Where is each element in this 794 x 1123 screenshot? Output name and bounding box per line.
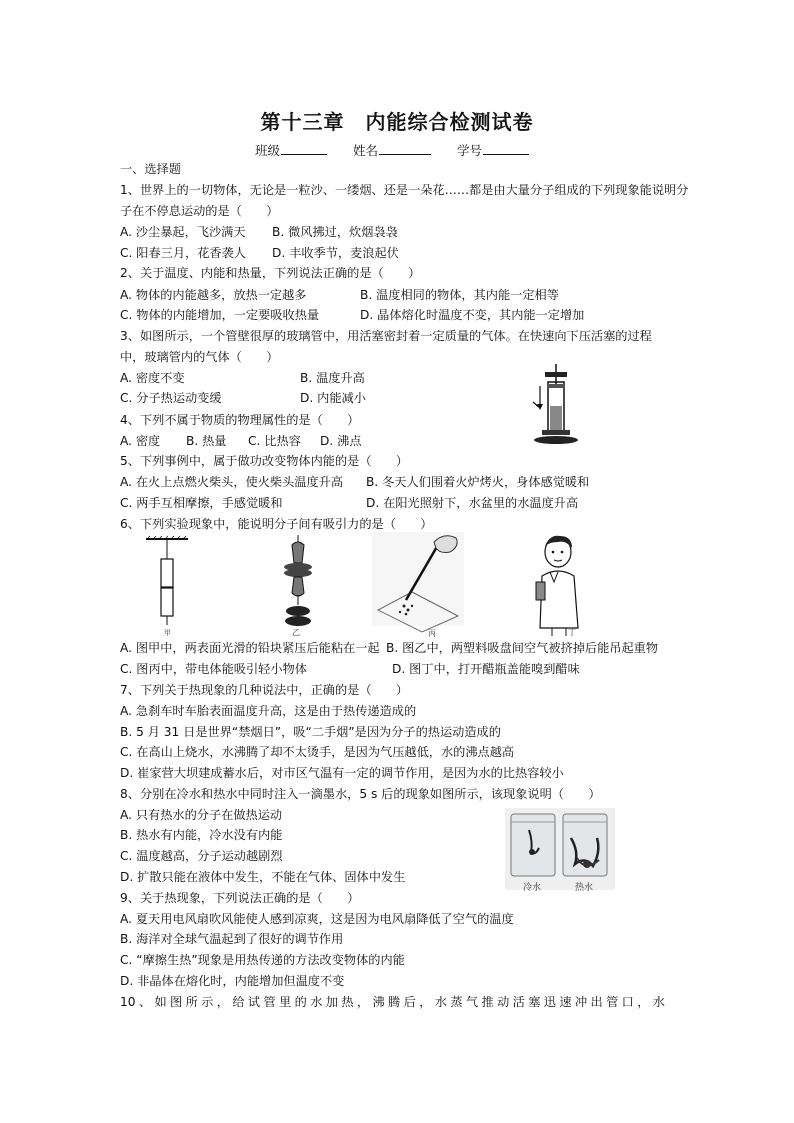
- q4-option-a: A. 密度: [120, 434, 161, 448]
- q6-option-b: B. 图乙中，两塑料吸盘间空气被挤掉后能吊起重物: [386, 641, 659, 655]
- q2-option-a: A. 物体的内能越多，放热一定越多: [120, 288, 307, 302]
- q5-option-b: B. 冬天人们围着火炉烤火，身体感觉暖和: [366, 475, 590, 489]
- q4-stem: 4、下列不属于物质的物理属性的是（ ）: [120, 413, 360, 427]
- q10-stem-line1: 10、如图所示，给试管里的水加热，沸腾后，水蒸气推动活塞迅速冲出管口，水: [120, 995, 665, 1009]
- q3-stem-line2: 中，玻璃管内的气体（ ）: [120, 350, 279, 364]
- beakers-drawing: [505, 808, 615, 880]
- section-heading: 一、选择题: [120, 162, 181, 176]
- figure-label: 乙: [292, 628, 300, 637]
- q9-stem: 9、关于热现象，下列说法正确的是（ ）: [120, 891, 360, 905]
- q4-option-b: B. 热量: [186, 434, 227, 448]
- q6-option-d: D. 图丁中，打开醋瓶盖能嗅到醋味: [392, 662, 580, 676]
- vinegar-smell-figure: [528, 532, 590, 640]
- q2-option-d: D. 晶体熔化时温度不变，其内能一定增加: [360, 308, 585, 322]
- ink-diffusion-figure: [505, 808, 615, 893]
- figure-label: 甲: [164, 629, 171, 637]
- class-label: 班级: [255, 143, 281, 158]
- q2-stem: 2、关于温度、内能和热量，下列说法正确的是（ ）: [120, 266, 421, 280]
- q1-option-a: A. 沙尘暴起，飞沙满天: [120, 225, 246, 239]
- q3-option-d: D. 内能减小: [300, 391, 366, 405]
- q7-option-d: D. 崔家营大坝建成蓄水后，对市区气温有一定的调节作用，是因为水的比热容较小: [120, 766, 564, 780]
- lead-blocks-figure: [142, 535, 192, 637]
- q2-option-b: B. 温度相同的物体，其内能一定相等: [360, 288, 559, 302]
- q9-option-b: B. 海洋对全球气温起到了很好的调节作用: [120, 932, 344, 946]
- q4-option-c: C. 比热容: [248, 434, 301, 448]
- q6-option-c: C. 图丙中，带电体能吸引轻小物体: [120, 662, 307, 676]
- q1-option-d: D. 丰收季节，麦浪起伏: [272, 246, 399, 260]
- q7-option-a: A. 急刹车时车胎表面温度升高，这是由于热传递造成的: [120, 704, 417, 718]
- id-blank: [483, 142, 529, 155]
- figure-label: 丁: [568, 628, 576, 637]
- figure-label: 丙: [428, 629, 436, 638]
- q7-option-b: B. 5 月 31 日是世界“禁烟日”，吸“二手烟”是因为分子的热运动造成的: [120, 725, 501, 739]
- student-info-line: [255, 141, 529, 159]
- page-title: 第十三章 内能综合检测试卷: [260, 110, 534, 134]
- q5-option-a: A. 在火上点燃火柴头，使火柴头温度升高: [120, 475, 344, 489]
- class-blank: [281, 142, 327, 155]
- suction-cups-figure: [278, 535, 318, 637]
- q5-option-d: D. 在阳光照射下，水盆里的水温度升高: [366, 496, 579, 510]
- q1-stem-line2: 子在不停息运动的是（ ）: [120, 204, 279, 218]
- name-label: 姓名: [353, 143, 379, 158]
- q9-option-c: C. “摩擦生热”现象是用热传递的方法改变物体的内能: [120, 953, 405, 967]
- q4-option-d: D. 沸点: [320, 434, 362, 448]
- id-label: 学号: [457, 143, 483, 158]
- q5-stem: 5、下列事例中，属于做功改变物体内能的是（ ）: [120, 454, 409, 468]
- q8-option-c: C. 温度越高，分子运动越剧烈: [120, 849, 283, 863]
- q3-option-a: A. 密度不变: [120, 371, 185, 385]
- q8-option-a: A. 只有热水的分子在做热运动: [120, 808, 283, 822]
- q8-option-b: B. 热水有内能，冷水没有内能: [120, 828, 283, 842]
- q1-option-c: C. 阳春三月，花香袭人: [120, 246, 246, 260]
- q3-option-b: B. 温度升高: [300, 371, 365, 385]
- q5-option-c: C. 两手互相摩擦，手感觉暖和: [120, 496, 283, 510]
- q3-option-c: C. 分子热运动变缓: [120, 391, 222, 405]
- piston-tube-figure: [528, 362, 584, 446]
- q3-stem-line1: 3、如图所示，一个管壁很厚的玻璃管中，用活塞密封着一定质量的气体。在快速向下压活塞的过程: [120, 329, 652, 343]
- q8-option-d: D. 扩散只能在液体中发生，不能在气体、固体中发生: [120, 870, 406, 884]
- q1-option-b: B. 微风拂过，炊烟袅袅: [272, 225, 398, 239]
- hot-water-caption: 热水: [575, 883, 594, 893]
- q9-option-a: A. 夏天用电风扇吹风能使人感到凉爽，这是因为电风扇降低了空气的温度: [120, 912, 514, 926]
- q6-option-a: A. 图甲中，两表面光滑的铅块紧压后能粘在一起: [120, 641, 380, 655]
- q7-stem: 7、下列关于热现象的几种说法中，正确的是（ ）: [120, 683, 409, 697]
- q6-stem: 6、下列实验现象中，能说明分子间有吸引力的是（ ）: [120, 517, 433, 531]
- q2-option-c: C. 物体的内能增加，一定要吸收热量: [120, 308, 320, 322]
- q8-stem: 8、分别在冷水和热水中同时注入一滴墨水，5 s 后的现象如图所示，该现象说明（ ）: [120, 787, 601, 801]
- name-blank: [379, 142, 431, 155]
- q9-option-d: D. 非晶体在熔化时，内能增加但温度不变: [120, 974, 345, 988]
- q1-stem-line1: 1、世界上的一切物体，无论是一粒沙、一缕烟、还是一朵花……都是由大量分子组成的下列现象能说明分: [120, 183, 689, 197]
- q7-option-c: C. 在高山上烧水，水沸腾了却不太烫手，是因为气压越低，水的沸点越高: [120, 745, 515, 759]
- cold-water-caption: 冷水: [523, 883, 542, 893]
- charged-rod-figure: [372, 532, 464, 638]
